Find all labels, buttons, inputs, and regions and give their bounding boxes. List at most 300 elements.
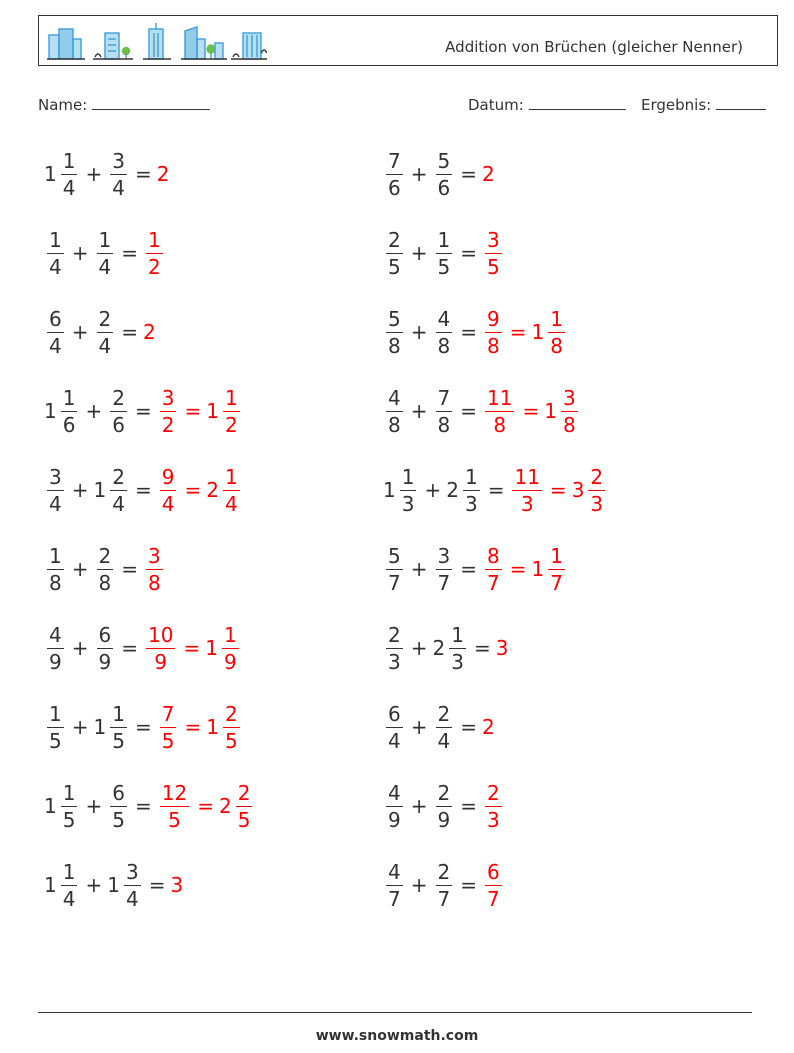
numerator: 2	[98, 543, 112, 568]
numerator: 1	[49, 227, 62, 252]
plus-sign: +	[410, 794, 428, 818]
left-problem-9	[44, 775, 255, 837]
fraction	[223, 465, 240, 516]
equals-sign: =	[184, 399, 202, 423]
numerator: 6	[112, 780, 125, 805]
denominator: 4	[62, 886, 76, 911]
denominator: 5	[487, 254, 500, 279]
fraction	[548, 307, 565, 358]
numerator: 1	[49, 701, 62, 726]
denominator: 3	[520, 491, 534, 516]
date-field[interactable]	[468, 95, 626, 114]
fraction	[485, 544, 502, 595]
equals-sign: =	[184, 478, 202, 502]
plus-sign: +	[71, 241, 89, 265]
fraction	[386, 307, 403, 358]
denominator: 8	[49, 570, 62, 595]
denominator: 7	[437, 886, 451, 911]
answer-value	[143, 320, 157, 344]
fraction	[160, 386, 177, 437]
whole-number: 2	[446, 478, 459, 502]
footer-divider	[38, 1012, 752, 1013]
denominator: 6	[112, 412, 125, 437]
fraction	[124, 860, 141, 911]
equals-sign: =	[121, 636, 138, 660]
answer-value	[157, 162, 171, 186]
numerator: 1	[437, 227, 451, 252]
fraction	[97, 307, 114, 358]
fraction	[110, 149, 127, 200]
operand	[107, 386, 130, 437]
answer-value	[143, 228, 166, 279]
numerator: 2	[437, 859, 451, 884]
whole-number: 1	[93, 478, 107, 502]
numerator: 6	[487, 859, 500, 884]
equals-sign: =	[197, 794, 214, 818]
denominator: 4	[49, 333, 62, 358]
whole-number: 1	[531, 320, 545, 344]
fraction	[61, 781, 78, 832]
plus-sign: +	[410, 715, 428, 739]
worksheet-title: Addition von Brüchen (gleicher Nenner)	[445, 38, 743, 56]
answer-value	[532, 544, 568, 595]
numerator: 4	[388, 385, 401, 410]
fraction	[485, 386, 514, 437]
answer-value	[532, 307, 568, 358]
whole-number: 1	[206, 715, 219, 739]
numerator: 5	[388, 543, 401, 568]
fraction	[110, 465, 127, 516]
denominator: 8	[550, 333, 563, 358]
plus-sign: +	[410, 162, 428, 186]
fraction	[61, 149, 78, 200]
denominator: 4	[62, 175, 76, 200]
left-problem-2	[44, 222, 166, 284]
denominator: 5	[224, 728, 238, 753]
numerator: 5	[388, 306, 401, 331]
numerator: 3	[562, 385, 576, 410]
fraction	[485, 228, 502, 279]
operand	[94, 228, 117, 279]
fraction	[97, 228, 114, 279]
equals-sign: =	[183, 636, 201, 660]
numerator: 10	[148, 622, 174, 647]
equals-sign: =	[509, 320, 527, 344]
fraction	[160, 702, 177, 753]
denominator: 4	[49, 491, 62, 516]
plus-sign: +	[71, 478, 89, 502]
operand	[383, 544, 406, 595]
fraction	[223, 702, 240, 753]
numerator: 1	[451, 622, 464, 647]
operand	[433, 307, 456, 358]
numerator: 2	[388, 622, 401, 647]
operand	[44, 307, 67, 358]
fraction	[47, 702, 64, 753]
denominator: 3	[388, 649, 401, 674]
numerator: 1	[62, 385, 76, 410]
answer-value	[544, 386, 580, 437]
operand	[383, 702, 406, 753]
operand	[44, 623, 67, 674]
whole-number: 2	[482, 715, 495, 739]
whole-number: 1	[93, 715, 107, 739]
fraction	[436, 860, 453, 911]
answer-value	[157, 702, 180, 753]
answer-value	[482, 162, 496, 186]
answer-value	[482, 228, 505, 279]
numerator: 11	[487, 385, 513, 410]
plus-sign: +	[71, 636, 89, 660]
numerator: 5	[437, 148, 451, 173]
operand	[44, 781, 80, 832]
answer-value	[482, 860, 505, 911]
left-problem-10	[44, 854, 184, 916]
equals-sign: =	[460, 241, 477, 265]
fraction	[463, 465, 480, 516]
numerator: 1	[401, 464, 415, 489]
equals-sign: =	[134, 478, 152, 502]
equals-sign: =	[460, 399, 477, 423]
denominator: 7	[388, 570, 401, 595]
operand	[433, 386, 456, 437]
result-line[interactable]	[716, 95, 766, 110]
answer-value	[482, 386, 517, 437]
plus-sign: +	[85, 162, 103, 186]
denominator: 3	[487, 807, 500, 832]
equals-sign: =	[522, 399, 540, 423]
denominator: 3	[401, 491, 415, 516]
numerator: 7	[388, 148, 401, 173]
denominator: 4	[437, 728, 451, 753]
operand	[383, 149, 406, 200]
fraction	[146, 544, 163, 595]
numerator: 4	[388, 859, 401, 884]
denominator: 5	[388, 254, 401, 279]
answer-value	[482, 307, 505, 358]
numerator: 3	[161, 385, 175, 410]
left-problem-1	[44, 143, 170, 205]
equals-sign: =	[487, 478, 505, 502]
denominator: 7	[550, 570, 563, 595]
fraction	[47, 307, 64, 358]
operand	[94, 623, 117, 674]
denominator: 5	[437, 254, 451, 279]
fraction	[386, 702, 403, 753]
equals-sign: =	[473, 636, 491, 660]
plus-sign: +	[71, 557, 89, 581]
numerator: 1	[224, 385, 238, 410]
left-problem-8	[44, 696, 243, 758]
numerator: 1	[223, 622, 237, 647]
name-line[interactable]	[92, 95, 210, 110]
fraction	[160, 465, 177, 516]
answer-value	[482, 781, 505, 832]
denominator: 8	[148, 570, 161, 595]
city-buildings-icon	[47, 23, 267, 61]
answer-value	[482, 715, 496, 739]
denominator: 5	[237, 807, 251, 832]
numerator: 2	[112, 385, 125, 410]
whole-number: 2	[143, 320, 156, 344]
fraction	[47, 228, 64, 279]
numerator: 4	[388, 780, 401, 805]
whole-number: 1	[205, 636, 218, 660]
answer-value	[572, 465, 608, 516]
right-problem-3	[383, 301, 568, 363]
fraction	[436, 149, 453, 200]
answer-value	[170, 873, 184, 897]
fraction	[110, 702, 127, 753]
fraction	[110, 386, 127, 437]
denominator: 9	[98, 649, 112, 674]
denominator: 8	[562, 412, 576, 437]
whole-number: 1	[383, 478, 396, 502]
numerator: 2	[590, 464, 604, 489]
plus-sign: +	[410, 636, 428, 660]
footer-url: www.snowmath.com	[315, 1028, 479, 1044]
equals-sign: =	[134, 794, 152, 818]
equals-sign: =	[184, 715, 202, 739]
numerator: 1	[224, 464, 238, 489]
denominator: 7	[388, 886, 401, 911]
numerator: 1	[148, 227, 161, 252]
plus-sign: +	[410, 320, 428, 344]
answer-value	[206, 465, 242, 516]
right-problem-10	[383, 854, 505, 916]
right-problem-2	[383, 222, 505, 284]
plus-sign: +	[410, 399, 428, 423]
whole-number: 1	[44, 794, 57, 818]
denominator: 6	[62, 412, 76, 437]
left-problem-6	[44, 538, 166, 600]
numerator: 2	[237, 780, 251, 805]
denominator: 7	[487, 886, 500, 911]
denominator: 5	[161, 728, 175, 753]
operand	[433, 781, 456, 832]
numerator: 3	[487, 227, 500, 252]
fraction	[110, 781, 127, 832]
operand	[383, 465, 419, 516]
denominator: 3	[451, 649, 464, 674]
denominator: 8	[437, 333, 451, 358]
operand	[383, 781, 406, 832]
operand	[107, 860, 143, 911]
numerator: 4	[49, 622, 62, 647]
name-field[interactable]	[38, 95, 210, 114]
plus-sign: +	[71, 320, 89, 344]
denominator: 5	[112, 728, 125, 753]
date-label: Datum:	[468, 96, 524, 114]
equals-sign: =	[460, 794, 477, 818]
denominator: 8	[493, 412, 507, 437]
header-box	[38, 15, 778, 66]
fraction	[386, 860, 403, 911]
equals-sign: =	[549, 478, 567, 502]
fraction	[436, 544, 453, 595]
fraction	[236, 781, 253, 832]
left-problem-3	[44, 301, 157, 363]
plus-sign: +	[71, 715, 89, 739]
right-problem-5	[383, 459, 608, 521]
denominator: 6	[388, 175, 401, 200]
denominator: 5	[168, 807, 181, 832]
plus-sign: +	[410, 241, 428, 265]
numerator: 4	[437, 306, 451, 331]
denominator: 4	[112, 175, 125, 200]
fraction	[485, 860, 502, 911]
plus-sign: +	[410, 557, 428, 581]
equals-sign: =	[460, 162, 477, 186]
operand	[446, 465, 482, 516]
right-problem-9	[383, 775, 505, 837]
right-problem-4	[383, 380, 581, 442]
whole-number: 2	[206, 478, 219, 502]
numerator: 2	[437, 701, 451, 726]
fraction	[436, 228, 453, 279]
numerator: 1	[62, 780, 76, 805]
numerator: 9	[161, 464, 175, 489]
operand	[107, 149, 130, 200]
operand	[383, 228, 406, 279]
fraction	[47, 623, 64, 674]
fraction	[436, 386, 453, 437]
equals-sign: =	[460, 873, 477, 897]
operand	[44, 386, 80, 437]
equals-sign: =	[460, 320, 477, 344]
whole-number: 1	[44, 399, 57, 423]
numerator: 2	[437, 780, 451, 805]
equals-sign: =	[134, 399, 152, 423]
fraction	[386, 228, 403, 279]
whole-number: 2	[432, 636, 446, 660]
denominator: 4	[98, 333, 112, 358]
denominator: 8	[487, 333, 500, 358]
answer-value	[157, 465, 180, 516]
fraction	[97, 544, 114, 595]
left-problem-7	[44, 617, 242, 679]
whole-number: 1	[44, 873, 57, 897]
denominator: 9	[388, 807, 401, 832]
result-field[interactable]	[641, 95, 766, 114]
whole-number: 3	[170, 873, 184, 897]
equals-sign: =	[121, 320, 138, 344]
numerator: 9	[487, 306, 500, 331]
denominator: 4	[98, 254, 112, 279]
denominator: 8	[437, 412, 451, 437]
denominator: 3	[464, 491, 478, 516]
denominator: 9	[49, 649, 62, 674]
fraction	[386, 544, 403, 595]
denominator: 2	[148, 254, 161, 279]
denominator: 8	[388, 412, 401, 437]
equals-sign: =	[148, 873, 166, 897]
denominator: 4	[161, 491, 175, 516]
numerator: 2	[112, 464, 125, 489]
right-problem-7	[383, 617, 509, 679]
denominator: 4	[49, 254, 62, 279]
whole-number: 1	[544, 399, 557, 423]
denominator: 5	[62, 807, 76, 832]
denominator: 5	[112, 807, 125, 832]
denominator: 3	[590, 491, 604, 516]
fraction	[512, 465, 541, 516]
whole-number: 2	[482, 162, 495, 186]
denominator: 5	[49, 728, 62, 753]
left-problem-5	[44, 459, 243, 521]
numerator: 7	[437, 385, 451, 410]
operand	[107, 781, 130, 832]
operand	[44, 860, 80, 911]
denominator: 7	[487, 570, 500, 595]
plus-sign: +	[85, 399, 103, 423]
fraction	[436, 702, 453, 753]
plus-sign: +	[85, 794, 103, 818]
denominator: 6	[437, 175, 451, 200]
operand	[383, 307, 406, 358]
whole-number: 1	[206, 399, 219, 423]
numerator: 12	[161, 780, 188, 805]
numerator: 1	[464, 464, 478, 489]
name-label: Name:	[38, 96, 88, 114]
answer-value	[143, 544, 166, 595]
answer-value	[509, 465, 544, 516]
denominator: 7	[437, 570, 451, 595]
numerator: 1	[49, 543, 62, 568]
operand	[383, 623, 406, 674]
answer-value	[206, 702, 242, 753]
operand	[94, 544, 117, 595]
numerator: 1	[62, 148, 76, 173]
right-problem-1	[383, 143, 496, 205]
plus-sign: +	[410, 873, 428, 897]
operand	[383, 386, 406, 437]
fraction	[561, 386, 578, 437]
operand	[94, 465, 130, 516]
numerator: 2	[388, 227, 401, 252]
answer-value	[206, 386, 242, 437]
fraction	[223, 386, 240, 437]
numerator: 3	[112, 148, 125, 173]
numerator: 1	[550, 543, 563, 568]
operand	[44, 228, 67, 279]
fraction	[386, 149, 403, 200]
numerator: 1	[62, 859, 76, 884]
whole-number: 3	[495, 636, 509, 660]
right-problem-6	[383, 538, 568, 600]
date-line[interactable]	[529, 95, 626, 110]
denominator: 9	[154, 649, 168, 674]
whole-number: 3	[571, 478, 585, 502]
answer-value	[219, 781, 255, 832]
operand	[433, 149, 456, 200]
whole-number: 2	[218, 794, 232, 818]
fraction	[222, 623, 239, 674]
result-label: Ergebnis:	[641, 96, 712, 114]
numerator: 6	[388, 701, 401, 726]
equals-sign: =	[134, 715, 152, 739]
denominator: 8	[388, 333, 401, 358]
numerator: 6	[98, 622, 112, 647]
operand	[44, 702, 67, 753]
numerator: 1	[112, 701, 125, 726]
whole-number: 1	[531, 557, 545, 581]
answer-value	[157, 386, 180, 437]
operand	[433, 228, 456, 279]
fraction	[47, 465, 64, 516]
denominator: 4	[388, 728, 401, 753]
denominator: 9	[223, 649, 237, 674]
